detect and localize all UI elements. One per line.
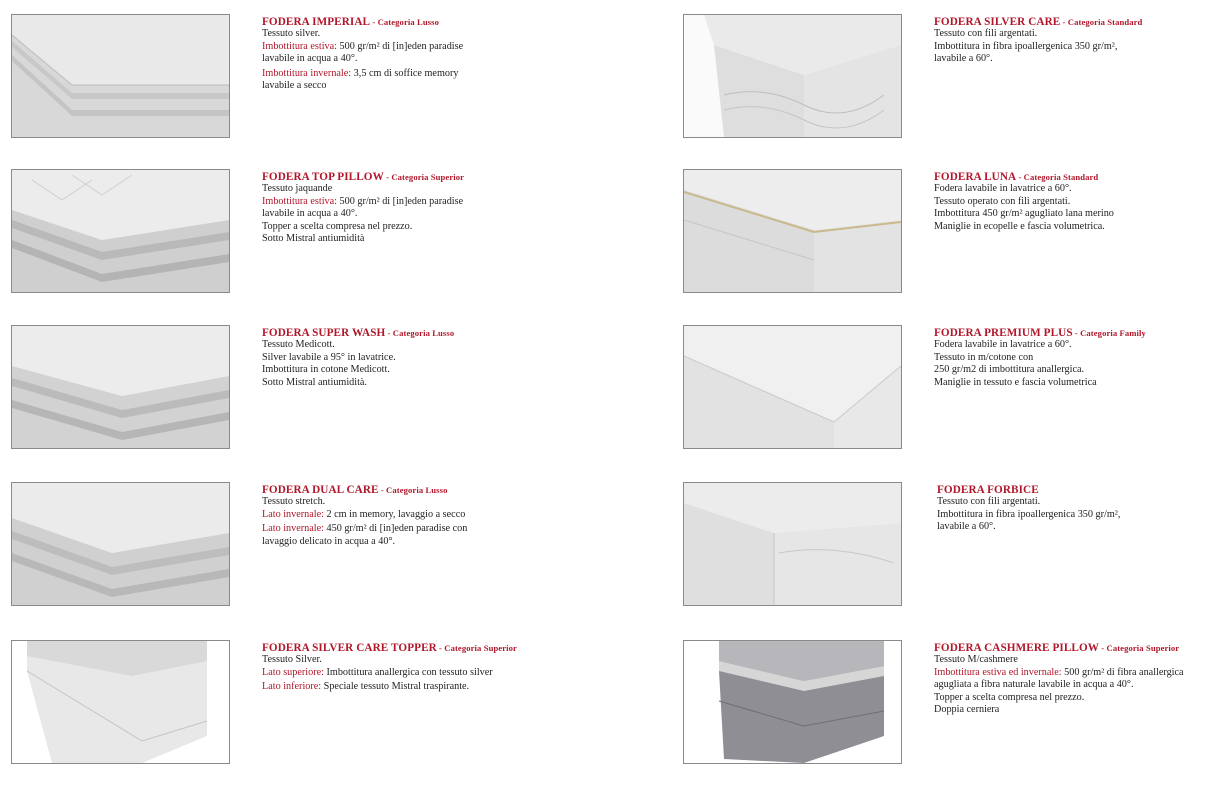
spec-line: Topper a scelta compresa nel prezzo. [262, 220, 413, 232]
mattress-image [11, 482, 230, 606]
mattress-image [11, 325, 230, 449]
product-dual-care [11, 482, 571, 608]
spec-line: Maniglie in tessuto e fascia volumetrica [934, 376, 1097, 388]
spec-line: Tessuto Silver. [262, 654, 322, 666]
product-title: FODERA PREMIUM PLUS [934, 327, 1073, 339]
product-category: - Categoria Family [1072, 328, 1146, 338]
product-title: FODERA IMPERIAL [262, 16, 371, 28]
spec-line: Lato superiore: Imbottitura anallergica con tessuto silver [262, 666, 493, 678]
spec-line: lavabile in acqua a 40°. [262, 208, 358, 220]
spec-line: lavabile a secco [262, 80, 327, 92]
spec-line: lavaggio delicato in acqua a 40°. [262, 535, 396, 547]
spec-line: Tessuto stretch. [262, 496, 326, 508]
product-category: - Categoria Superior [1099, 643, 1180, 653]
product-title: FODERA FORBICE [937, 484, 1039, 496]
product-title: FODERA DUAL CARE [262, 484, 379, 496]
spec-line: Lato inferiore: Speciale tessuto Mistral traspirante. [262, 681, 470, 693]
spec-line: lavabile a 60°. [937, 521, 996, 533]
product-category: - Categoria Standard [1060, 17, 1143, 27]
spec-line: Tessuto silver. [262, 28, 321, 40]
product-cashmere-pillow [683, 640, 1212, 766]
product-category: - Categoria Superior [383, 172, 465, 182]
product-category: - Categoria Superior [436, 643, 517, 653]
product-title: FODERA LUNA [934, 171, 1017, 183]
spec-line: Imbottitura in cotone Medicott. [262, 364, 390, 376]
product-title: FODERA SUPER WASH [262, 327, 386, 339]
spec-line: Tessuto Medicott. [262, 339, 335, 351]
product-super-wash [11, 325, 571, 451]
product-silver-care-topper [11, 640, 571, 766]
product-top-pillow [11, 169, 571, 295]
spec-line: Imbottitura 450 gr/m² agugliato lana merino [934, 208, 1114, 220]
product-premium-plus [683, 325, 1212, 451]
spec-line: Fodera lavabile in lavatrice a 60°. [934, 183, 1072, 195]
spec-line: Imbottitura estiva ed invernale: 500 gr/m² di fibra anallergica [934, 666, 1184, 678]
spec-line: lavabile a 60°. [934, 53, 993, 65]
spec-line: Lato invernale: 450 gr/m² di [in]eden paradise con [262, 523, 468, 535]
product-category: - Categoria Lusso [378, 485, 448, 495]
mattress-image [11, 14, 230, 138]
product-silver-care [683, 14, 1212, 140]
product-category: - Categoria Lusso [370, 17, 439, 27]
mattress-image [11, 640, 230, 764]
spec-line: lavabile in acqua a 40°. [262, 53, 358, 65]
spec-line: Doppia cerniera [934, 704, 1000, 716]
mattress-image [683, 482, 902, 606]
spec-line: Tessuto operato con fili argentati. [934, 195, 1071, 207]
mattress-image [683, 325, 902, 449]
spec-line: Imbottitura estiva: 500 gr/m² di [in]eden paradise [262, 195, 464, 207]
spec-line: Tessuto jaquande [262, 183, 333, 195]
spec-line: Fodera lavabile in lavatrice a 60°. [934, 339, 1072, 351]
spec-line: Imbottitura invernale: 3,5 cm di soffice memory [262, 67, 459, 79]
mattress-image [11, 169, 230, 293]
spec-line: Lato invernale: 2 cm in memory, lavaggio a secco [262, 508, 466, 520]
product-title: FODERA SILVER CARE TOPPER [262, 642, 437, 654]
product-forbice [683, 482, 1212, 608]
spec-line: Imbottitura in fibra ipoallergenica 350 gr/m², [937, 508, 1121, 520]
spec-line: Imbottitura estiva: 500 gr/m² di [in]eden paradise [262, 40, 464, 52]
spec-line: 250 gr/m2 di imbottitura anallergica. [934, 364, 1085, 376]
spec-line: Sotto Mistral antiumidità. [262, 376, 367, 388]
spec-line: Tessuto M/cashmere [934, 654, 1018, 666]
product-title: FODERA TOP PILLOW [262, 171, 384, 183]
product-imperial [11, 14, 571, 140]
spec-line: Silver lavabile a 95° in lavatrice. [262, 351, 396, 363]
spec-line: Imbottitura in fibra ipoallergenica 350 gr/m², [934, 40, 1118, 52]
product-title: FODERA CASHMERE PILLOW [934, 642, 1100, 654]
spec-line: Maniglie in ecopelle e fascia volumetrica. [934, 220, 1105, 232]
spec-line: Tessuto in m/cotone con [934, 351, 1034, 363]
product-category: - Categoria Lusso [385, 328, 455, 338]
spec-line: Sotto Mistral antiumidità [262, 233, 365, 245]
spec-line: Tessuto con fili argentati. [937, 496, 1041, 508]
spec-line: Tessuto con fili argentati. [934, 28, 1038, 40]
product-luna [683, 169, 1212, 295]
mattress-image [683, 169, 902, 293]
product-category: - Categoria Standard [1016, 172, 1099, 182]
product-title: FODERA SILVER CARE [934, 16, 1061, 28]
spec-line: Topper a scelta compresa nel prezzo. [934, 691, 1085, 703]
mattress-image [683, 14, 902, 138]
mattress-image [683, 640, 902, 764]
spec-line: agugliata a fibra naturale lavabile in acqua a 40°. [934, 679, 1134, 691]
